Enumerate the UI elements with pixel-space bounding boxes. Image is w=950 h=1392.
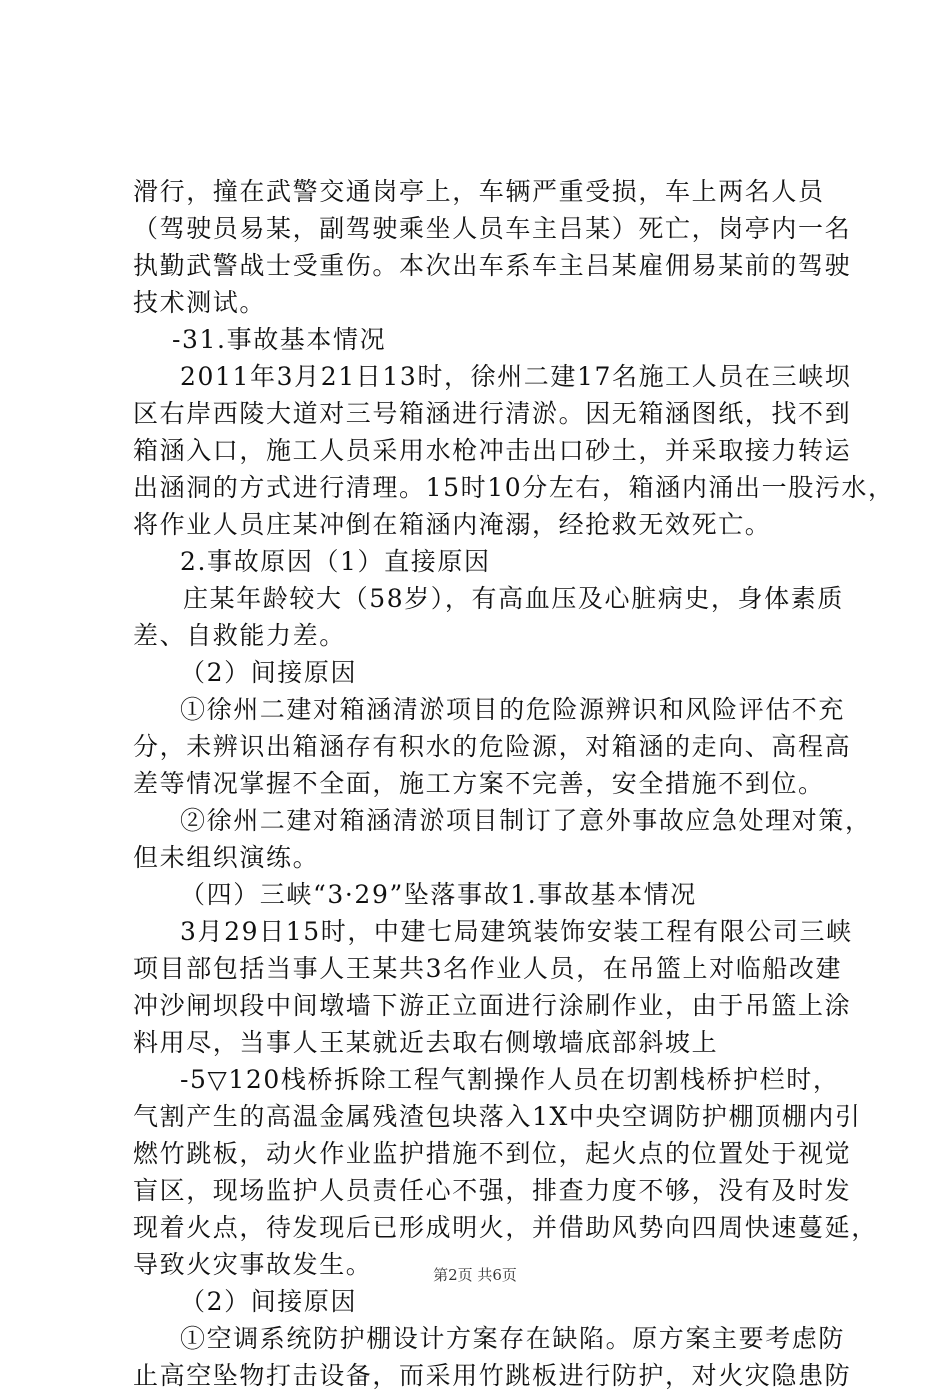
text-line: ①徐州二建对箱涵清淤项目的危险源辨识和风险评估不充 — [180, 695, 846, 724]
text-line: 冲沙闸坝段中间墩墙下游正立面进行涂刷作业，由于吊篮上涂 — [133, 991, 852, 1020]
text-line: （2）间接原因 — [180, 658, 358, 687]
text-line: 将作业人员庄某冲倒在箱涵内淹溺，经抢救无效死亡。 — [133, 510, 772, 539]
text-line: 现着火点，待发现后已形成明火，并借助风势向四周快速蔓延， — [133, 1213, 878, 1242]
text-line: 但未组织演练。 — [133, 843, 320, 872]
text-line: 2011年3月21日13时，徐州二建17名施工人员在三峡坝 — [180, 362, 852, 391]
text-line: 3月29日15时，中建七局建筑装饰安装工程有限公司三峡 — [180, 917, 853, 946]
text-line: 执勤武警战士受重伤。本次出车系车主吕某雇佣易某前的驾驶 — [133, 251, 852, 280]
text-line: ①空调系统防护棚设计方案存在缺陷。原方案主要考虑防 — [180, 1324, 846, 1353]
text-line: 导致火灾事故发生。 — [133, 1250, 373, 1279]
text-line: 燃竹跳板，动火作业监护措施不到位，起火点的位置处于视觉 — [133, 1139, 852, 1168]
text-line: ②徐州二建对箱涵清淤项目制订了意外事故应急处理对策， — [180, 806, 872, 835]
text-line: 气割产生的高温金属残渣包块落入1X中央空调防护棚顶棚内引 — [133, 1102, 862, 1131]
page-number-footer: 第2页 共6页 — [433, 1266, 517, 1284]
text-line: 庄某年龄较大（58岁），有高血压及心脏病史，身体素质 — [183, 584, 844, 613]
text-line: 分，未辨识出箱涵存有积水的危险源，对箱涵的走向、高程高 — [133, 732, 852, 761]
text-line: （2）间接原因 — [180, 1287, 358, 1316]
text-line: -5▽120栈桥拆除工程气割操作人员在切割栈桥护栏时， — [180, 1065, 840, 1094]
text-line: （驾驶员易某，副驾驶乘坐人员车主吕某）死亡，岗亭内一名 — [133, 214, 852, 243]
text-line: 差等情况掌握不全面，施工方案不完善，安全措施不到位。 — [133, 769, 825, 798]
text-line: 技术测试。 — [133, 288, 267, 317]
text-line: 止高空坠物打击设备，而采用竹跳板进行防护，对火灾隐患防 — [133, 1361, 852, 1390]
text-line: （四）三峡“3·29”坠落事故1.事故基本情况 — [180, 880, 697, 909]
text-line: 项目部包括当事人王某共3名作业人员，在吊篮上对临船改建 — [133, 954, 843, 983]
text-line: 出涵洞的方式进行清理。15时10分左右，箱涵内涌出一股污水， — [133, 473, 895, 502]
text-line: 料用尽，当事人王某就近去取右侧墩墙底部斜坡上 — [133, 1028, 719, 1057]
text-line: 滑行，撞在武警交通岗亭上，车辆严重受损，车上两名人员 — [133, 177, 825, 206]
text-line: 2.事故原因（1）直接原因 — [180, 547, 491, 576]
text-line: 差、自救能力差。 — [133, 621, 346, 650]
text-line: 区右岸西陵大道对三号箱涵进行清淤。因无箱涵图纸，找不到 — [133, 399, 852, 428]
text-line: -31.事故基本情况 — [172, 325, 387, 354]
text-line: 盲区，现场监护人员责任心不强，排查力度不够，没有及时发 — [133, 1176, 852, 1205]
text-line: 箱涵入口，施工人员采用水枪冲击出口砂土，并采取接力转运 — [133, 436, 852, 465]
